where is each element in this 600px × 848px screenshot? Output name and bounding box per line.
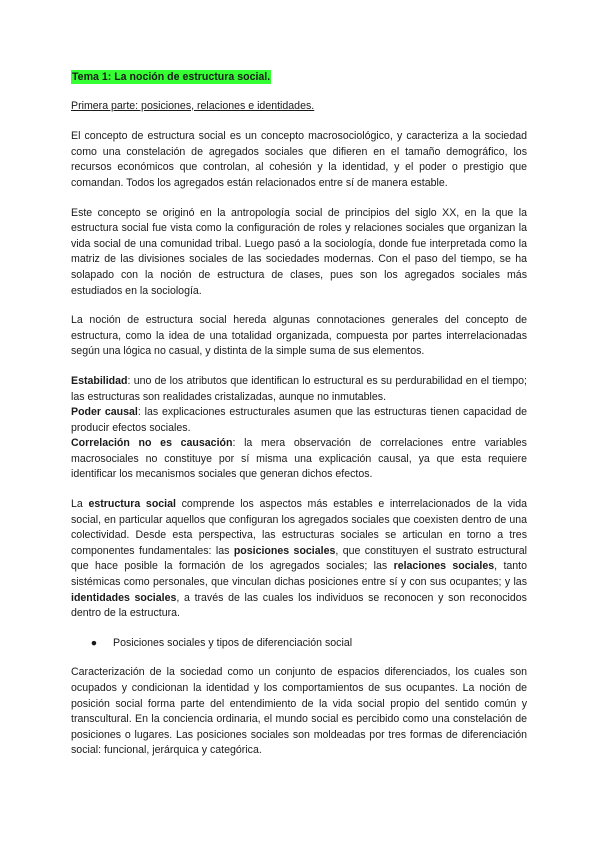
text-run: , tanto sistémicas como personales, que vinculan dichas posiciones entre sí y con sus ocupantes; y las <box>71 560 528 589</box>
document-body <box>71 70 527 759</box>
definitions-block <box>71 374 527 483</box>
document-title: Tema 1: La noción de estructura social. <box>72 71 271 83</box>
text-run: comprende los aspectos más estables e interrelacionados de la vida social, en particular aquellos que configuran los agregados sociales que coexisten dentro de una colectividad. Desde esta perspectiva, las estructuras sociales se articulan en torno a tres componentes fundamentales: las <box>71 498 527 557</box>
definition-text: : uno de los atributos que identifican lo estructural es su perdurabilidad en el tiempo; las estructuras son realidades cristalizadas, aunque no inmutables. <box>71 374 527 403</box>
definition-term: Poder causal <box>71 406 138 419</box>
section-subtitle: Primera parte: posiciones, relaciones e identidades. <box>71 99 315 112</box>
paragraph-connotations: La noción de estructura social hereda algunas connotaciones generales del concepto de estructura, como la idea de una totalidad organizada, compuesta por partes interrelacionadas según una lógica no casual, y distinta de la simple suma de sus elementos. <box>71 314 527 358</box>
text-run: La <box>71 498 89 511</box>
bullet-item <box>71 636 527 652</box>
definition-causal-power <box>71 405 527 436</box>
paragraph-social-positions: Caracterización de la sociedad como un conjunto de espacios diferenciados, los cuales son ocupados y condicionan la identidad y los comportamientos de sus ocupantes. La noción de posición social forma parte del entendimiento de la vida social propio del sentido común y transcultural. En la conciencia ordinaria, el mundo social es percibido como una constelación de posiciones o lugares. Las posiciones sociales son moldeadas por tres formas de diferenciación social: funcional, jerárquica y categórica. <box>71 666 527 757</box>
bold-term: estructura social <box>88 498 176 511</box>
paragraph-origin: Este concepto se originó en la antropología social de principios del siglo XX, en la que la estructura social fue vista como la configuración de roles y relaciones sociales que organizan la vida social de una comunidad tribal. Luego pasó a la sociología, donde fue interpretada como la matriz de las divisiones sociales de las sociedades modernas. Con el paso del tiempo, se ha solapado con la noción de estructura de clases, pues son los agregados sociales más estudiados en la sociología. <box>71 206 527 297</box>
definition-text: : las explicaciones estructurales asumen que las estructuras tienen capacidad de producir efectos sociales. <box>71 406 527 434</box>
definition-stability <box>71 374 527 405</box>
paragraph-social-structure <box>71 497 527 622</box>
bullet-text: Posiciones sociales y tipos de diferenciación social <box>113 636 353 649</box>
definition-correlation <box>71 436 527 483</box>
definition-term: Correlación no es causación <box>71 437 233 450</box>
paragraph-intro: El concepto de estructura social es un concepto macrosociológico, y caracteriza a la sociedad como una constelación de agregados sociales que difieren en el tamaño demográfico, los recursos económicos que controlan, al cohesión y la identidad, y el poder o prestigio que comandan. Todos los agregados están relacionados entre sí de manera estable. <box>71 130 527 189</box>
bold-term: relaciones sociales <box>393 560 495 573</box>
definition-text: : la mera observación de correlaciones entre variables macrosociales no constituye por sí misma una explicación causal, ya que esta requiere identificar los mecanismos sociales que generan dichos efectos. <box>71 437 527 481</box>
bullet-icon: ● <box>90 636 98 649</box>
bold-term: identidades sociales <box>71 591 177 604</box>
text-run: , a través de las cuales los individuos se reconocen y son reconocidos dentro de la estructura. <box>71 591 527 620</box>
bold-term: posiciones sociales <box>233 544 336 557</box>
text-run: , que constituyen el sustrato estructural que hace posible la formación de los agregados sociales; las <box>71 544 527 573</box>
definition-term: Estabilidad <box>71 374 128 387</box>
